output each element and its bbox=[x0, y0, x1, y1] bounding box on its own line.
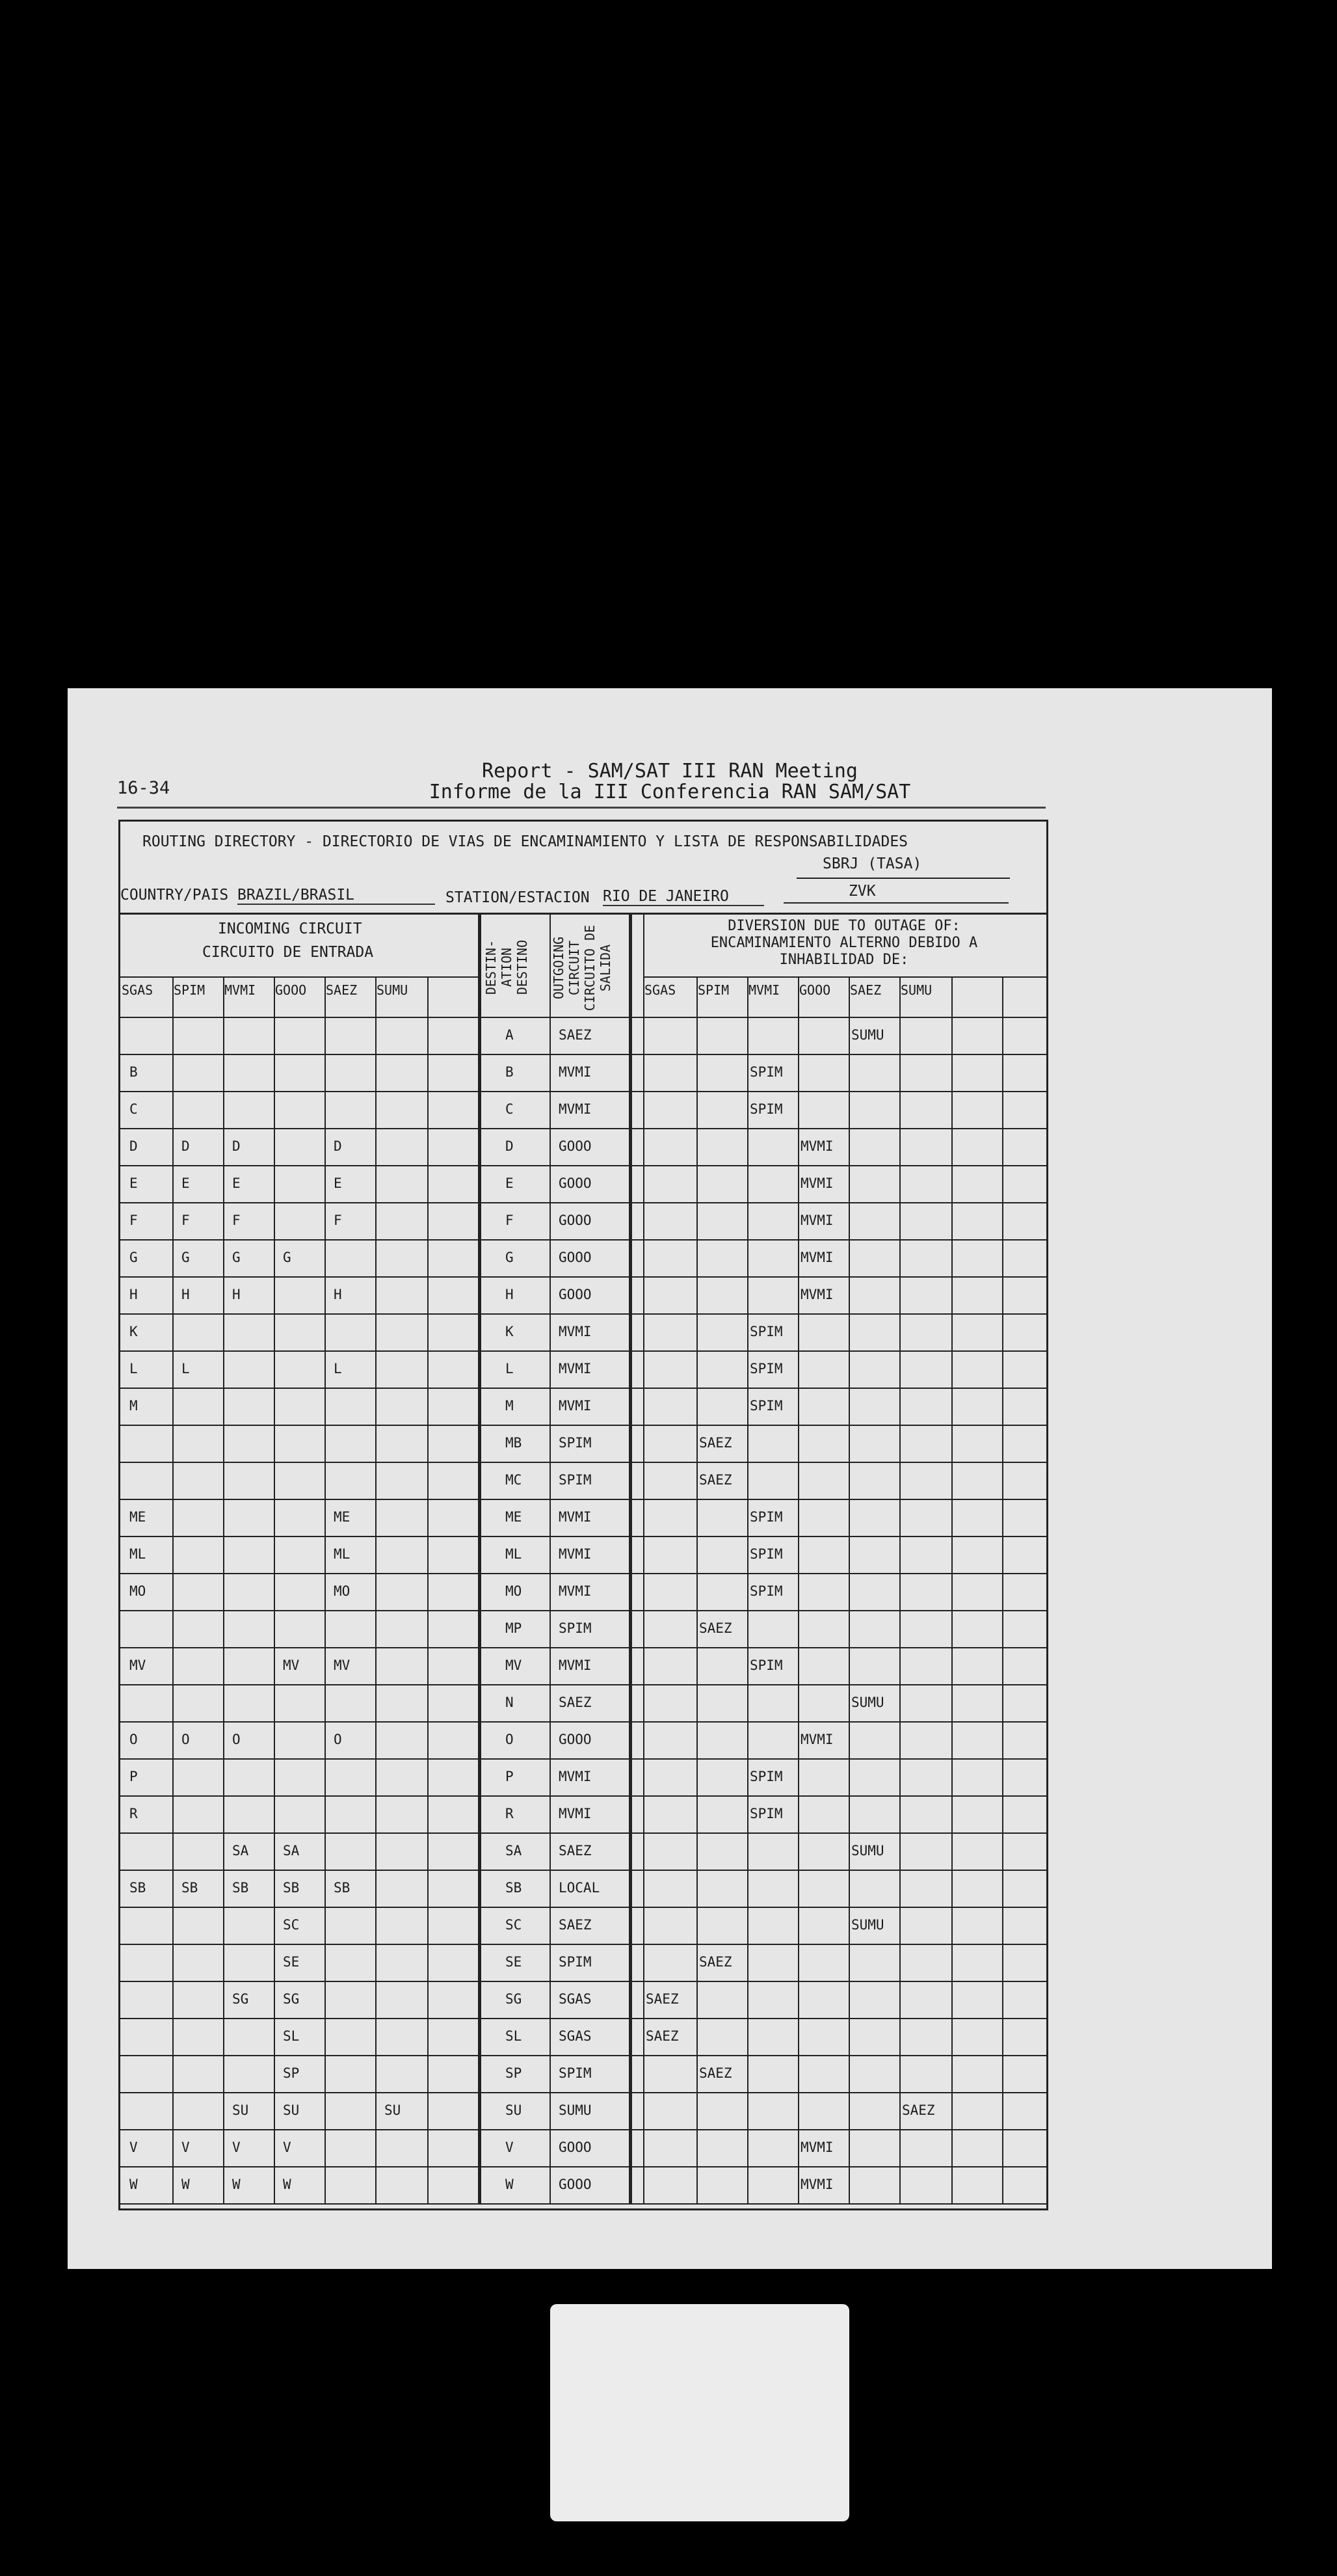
incoming-cell: E bbox=[181, 1175, 190, 1191]
table-row-rule bbox=[120, 1313, 1048, 1315]
destination-cell: ME bbox=[505, 1509, 522, 1525]
incoming-cell: R bbox=[129, 1806, 138, 1821]
incoming-cell: V bbox=[232, 2140, 241, 2155]
destination-cell: SG bbox=[505, 1991, 522, 2007]
incoming-cell: O bbox=[129, 1732, 138, 1747]
destination-cell: MP bbox=[505, 1620, 522, 1636]
table-row-rule bbox=[120, 2203, 1048, 2205]
outgoing-cell: GOOO bbox=[559, 1138, 592, 1154]
outgoing-cell: MVMI bbox=[559, 1398, 592, 1414]
diversion-cell: SUMU bbox=[851, 1843, 884, 1858]
table-row-rule bbox=[120, 1832, 1048, 1834]
incoming-cell: ME bbox=[129, 1509, 146, 1525]
table-row-rule bbox=[120, 1499, 1048, 1500]
incoming-cell: MV bbox=[129, 1657, 146, 1673]
routing-table bbox=[120, 913, 1048, 2210]
incoming-cell: H bbox=[232, 1287, 241, 1302]
diversion-header: DIVERSION DUE TO OUTAGE OF: bbox=[728, 918, 960, 934]
incoming-cell: SB bbox=[232, 1880, 249, 1896]
outgoing-cell: GOOO bbox=[559, 1175, 592, 1191]
incoming-cell: ME bbox=[334, 1509, 351, 1525]
table-row-rule bbox=[120, 1128, 1048, 1129]
incoming-cell: SG bbox=[283, 1991, 300, 2007]
table-row-rule bbox=[120, 1944, 1048, 1945]
table-row-rule bbox=[120, 2129, 1048, 2130]
report-title-spanish: Informe de la III Conferencia RAN SAM/SAT bbox=[429, 781, 911, 803]
diversion-cell: SPIM bbox=[750, 1509, 783, 1525]
table-row-rule bbox=[120, 1350, 1048, 1352]
table-row-rule bbox=[120, 1425, 1048, 1426]
destination-cell: SB bbox=[505, 1880, 522, 1896]
outgoing-cell: GOOO bbox=[559, 1732, 592, 1747]
diversion-subheader-rule bbox=[643, 976, 1048, 978]
diversion-cell: MVMI bbox=[801, 2140, 834, 2155]
diversion-header-spanish: ENCAMINAMIENTO ALTERNO DEBIDO A bbox=[710, 935, 978, 951]
header-rule bbox=[117, 807, 1046, 809]
diversion-cell: MVMI bbox=[801, 1250, 834, 1265]
table-row-rule bbox=[120, 1981, 1048, 1982]
incoming-cell: SB bbox=[129, 1880, 146, 1896]
diversion-column-sgas: SGAS bbox=[644, 982, 676, 998]
outgoing-cell: MVMI bbox=[559, 1546, 592, 1562]
incoming-cell: E bbox=[232, 1175, 241, 1191]
incoming-column-sumu: SUMU bbox=[377, 982, 408, 998]
diversion-column-spim: SPIM bbox=[698, 982, 730, 998]
destination-cell: W bbox=[505, 2177, 514, 2192]
destination-cell: SU bbox=[505, 2102, 522, 2118]
form-heading: ROUTING DIRECTORY - DIRECTORIO DE VIAS DE ENCAMINAMIENTO Y LISTA DE RESPONSABILIDADES bbox=[142, 833, 908, 850]
diversion-cell: SPIM bbox=[750, 1101, 783, 1117]
incoming-cell: MO bbox=[129, 1583, 146, 1599]
outgoing-circuit-header: OUTGOING CIRCUIT CIRCUITO DE SALIDA bbox=[551, 924, 613, 1012]
table-row-rule bbox=[120, 2055, 1048, 2056]
incoming-cell: SB bbox=[334, 1880, 351, 1896]
diversion-cell: SUMU bbox=[851, 1027, 884, 1043]
table-row-rule bbox=[120, 1573, 1048, 1574]
incoming-cell: SB bbox=[283, 1880, 300, 1896]
incoming-column-spim: SPIM bbox=[174, 982, 205, 998]
incoming-cell: W bbox=[129, 2177, 138, 2192]
outgoing-cell: MVMI bbox=[559, 1324, 592, 1339]
outgoing-cell: SPIM bbox=[559, 2065, 592, 2081]
incoming-cell: M bbox=[129, 1398, 138, 1414]
incoming-cell: B bbox=[129, 1064, 138, 1080]
country-value: BRAZIL/BRASIL bbox=[237, 887, 435, 905]
diversion-cell: SAEZ bbox=[699, 1954, 732, 1970]
incoming-cell: O bbox=[334, 1732, 342, 1747]
outgoing-cell: MVMI bbox=[559, 1064, 592, 1080]
destination-cell: L bbox=[505, 1361, 514, 1376]
outgoing-cell: GOOO bbox=[559, 2140, 592, 2155]
destination-cell: SC bbox=[505, 1917, 522, 1933]
incoming-cell: H bbox=[129, 1287, 138, 1302]
table-row-rule bbox=[120, 1684, 1048, 1685]
outgoing-cell: SPIM bbox=[559, 1435, 592, 1451]
incoming-cell: V bbox=[129, 2140, 138, 2155]
incoming-cell: SU bbox=[283, 2102, 300, 2118]
incoming-column-sgas: SGAS bbox=[122, 982, 153, 998]
incoming-cell: E bbox=[129, 1175, 138, 1191]
responsibility-value: SBRJ (TASA) bbox=[823, 855, 922, 872]
outgoing-cell: SGAS bbox=[559, 2028, 592, 2044]
outgoing-cell: SAEZ bbox=[559, 1917, 592, 1933]
incoming-cell: V bbox=[181, 2140, 190, 2155]
outgoing-cell: SPIM bbox=[559, 1954, 592, 1970]
diversion-cell: SPIM bbox=[750, 1398, 783, 1414]
destination-cell: SA bbox=[505, 1843, 522, 1858]
outgoing-cell: GOOO bbox=[559, 1213, 592, 1228]
table-row-rule bbox=[120, 1907, 1048, 1908]
diversion-cell: SPIM bbox=[750, 1806, 783, 1821]
incoming-cell: D bbox=[232, 1138, 241, 1154]
destination-cell: MO bbox=[505, 1583, 522, 1599]
header-bottom-rule bbox=[120, 1017, 1048, 1018]
incoming-cell: SU bbox=[232, 2102, 249, 2118]
incoming-cell: V bbox=[283, 2140, 291, 2155]
outgoing-cell: MVMI bbox=[559, 1361, 592, 1376]
diversion-cell: SAEZ bbox=[699, 1472, 732, 1488]
incoming-cell: W bbox=[181, 2177, 190, 2192]
destination-cell: V bbox=[505, 2140, 514, 2155]
outgoing-cell: GOOO bbox=[559, 1250, 592, 1265]
incoming-cell: L bbox=[129, 1361, 138, 1376]
table-row-rule bbox=[120, 1870, 1048, 1871]
table-row-rule bbox=[120, 1795, 1048, 1797]
incoming-cell: SU bbox=[384, 2102, 401, 2118]
diversion-cell: SPIM bbox=[750, 1064, 783, 1080]
diversion-header-inhabilidad: INHABILIDAD DE: bbox=[779, 952, 909, 968]
outgoing-cell: SGAS bbox=[559, 1991, 592, 2007]
table-row-rule bbox=[120, 1647, 1048, 1648]
diversion-cell: SAEZ bbox=[646, 1991, 679, 2007]
incoming-cell: MO bbox=[334, 1583, 351, 1599]
diversion-column-saez: SAEZ bbox=[850, 982, 882, 998]
outgoing-cell: MVMI bbox=[559, 1806, 592, 1821]
diversion-cell: MVMI bbox=[801, 1213, 834, 1228]
incoming-column-mvmi: MVMI bbox=[224, 982, 256, 998]
incoming-cell: MV bbox=[283, 1657, 300, 1673]
diversion-cell: SUMU bbox=[851, 1917, 884, 1933]
outgoing-cell: GOOO bbox=[559, 1287, 592, 1302]
page-number: 16-34 bbox=[117, 778, 170, 798]
incoming-cell: ML bbox=[334, 1546, 351, 1562]
destination-cell: D bbox=[505, 1138, 514, 1154]
incoming-cell: SB bbox=[181, 1880, 198, 1896]
diversion-cell: MVMI bbox=[801, 1175, 834, 1191]
destination-cell: A bbox=[505, 1027, 514, 1043]
table-row-rule bbox=[120, 1758, 1048, 1760]
station-label: STATION/ESTACION bbox=[445, 889, 590, 906]
incoming-cell: L bbox=[181, 1361, 190, 1376]
outgoing-cell: SAEZ bbox=[559, 1843, 592, 1858]
destination-cell: B bbox=[505, 1064, 514, 1080]
table-row-rule bbox=[120, 1276, 1048, 1278]
incoming-cell: SE bbox=[283, 1954, 300, 1970]
table-row-rule bbox=[120, 1462, 1048, 1463]
incoming-cell: SA bbox=[232, 1843, 249, 1858]
incoming-cell: F bbox=[181, 1213, 190, 1228]
table-row-rule bbox=[120, 2092, 1048, 2093]
incoming-cell: P bbox=[129, 1769, 138, 1784]
routing-directory-form bbox=[118, 820, 1048, 2210]
outgoing-cell: MVMI bbox=[559, 1769, 592, 1784]
diversion-cell: SPIM bbox=[750, 1324, 783, 1339]
incoming-cell: E bbox=[334, 1175, 342, 1191]
incoming-cell: G bbox=[129, 1250, 138, 1265]
table-row-rule bbox=[120, 1202, 1048, 1203]
incoming-cell: C bbox=[129, 1101, 138, 1117]
destination-cell: C bbox=[505, 1101, 514, 1117]
paper-slip bbox=[550, 2304, 849, 2521]
station-value: RIO DE JANEIRO bbox=[603, 888, 764, 906]
table-row-rule bbox=[120, 1091, 1048, 1092]
diversion-cell: SPIM bbox=[750, 1361, 783, 1376]
table-row-rule bbox=[120, 1054, 1048, 1055]
incoming-cell: F bbox=[129, 1213, 138, 1228]
outgoing-cell: MVMI bbox=[559, 1101, 592, 1117]
incoming-cell: G bbox=[232, 1250, 241, 1265]
outgoing-cell: LOCAL bbox=[559, 1880, 600, 1896]
destination-cell: MB bbox=[505, 1435, 522, 1451]
incoming-cell: SG bbox=[232, 1991, 249, 2007]
incoming-cell: G bbox=[283, 1250, 291, 1265]
outgoing-cell: SPIM bbox=[559, 1472, 592, 1488]
destination-cell: G bbox=[505, 1250, 514, 1265]
table-row-rule bbox=[120, 1536, 1048, 1537]
table-row-rule bbox=[120, 1610, 1048, 1611]
incoming-cell: O bbox=[232, 1732, 241, 1747]
diversion-column-gooo: GOOO bbox=[799, 982, 831, 998]
diversion-cell: SAEZ bbox=[699, 1620, 732, 1636]
destination-cell: O bbox=[505, 1732, 514, 1747]
destination-cell: E bbox=[505, 1175, 514, 1191]
diversion-cell: MVMI bbox=[801, 1138, 834, 1154]
destination-cell: M bbox=[505, 1398, 514, 1414]
incoming-cell: SC bbox=[283, 1917, 300, 1933]
destination-cell: F bbox=[505, 1213, 514, 1228]
diversion-cell: SPIM bbox=[750, 1657, 783, 1673]
incoming-cell: D bbox=[129, 1138, 138, 1154]
diversion-cell: SPIM bbox=[750, 1546, 783, 1562]
incoming-destination-divider bbox=[478, 913, 481, 2203]
incoming-column-saez: SAEZ bbox=[326, 982, 358, 998]
diversion-column-mvmi: MVMI bbox=[748, 982, 780, 998]
destination-cell: K bbox=[505, 1324, 514, 1339]
diversion-cell: SUMU bbox=[851, 1695, 884, 1710]
diversion-cell: MVMI bbox=[801, 1287, 834, 1302]
incoming-column-gooo: GOOO bbox=[275, 982, 307, 998]
incoming-cell: D bbox=[334, 1138, 342, 1154]
incoming-cell: F bbox=[232, 1213, 241, 1228]
outgoing-cell: SAEZ bbox=[559, 1695, 592, 1710]
diversion-cell: SAEZ bbox=[646, 2028, 679, 2044]
table-row-rule bbox=[120, 2018, 1048, 2019]
incoming-cell: K bbox=[129, 1324, 138, 1339]
destination-cell: MC bbox=[505, 1472, 522, 1488]
diversion-cell: SPIM bbox=[750, 1583, 783, 1599]
outgoing-diversion-divider bbox=[629, 913, 632, 2203]
incoming-cell: H bbox=[334, 1287, 342, 1302]
incoming-cell: G bbox=[181, 1250, 190, 1265]
outgoing-cell: MVMI bbox=[559, 1509, 592, 1525]
destination-cell: H bbox=[505, 1287, 514, 1302]
incoming-cell: ML bbox=[129, 1546, 146, 1562]
destination-cell: P bbox=[505, 1769, 514, 1784]
destination-cell: MV bbox=[505, 1657, 522, 1673]
incoming-cell: SA bbox=[283, 1843, 300, 1858]
outgoing-cell: GOOO bbox=[559, 2177, 592, 2192]
station-code: ZVK bbox=[849, 883, 876, 900]
diversion-cell: SPIM bbox=[750, 1769, 783, 1784]
destination-cell: ML bbox=[505, 1546, 522, 1562]
incoming-cell: MV bbox=[334, 1657, 351, 1673]
incoming-cell: O bbox=[181, 1732, 190, 1747]
outgoing-cell: MVMI bbox=[559, 1657, 592, 1673]
incoming-cell: D bbox=[181, 1138, 190, 1154]
diversion-cell: SAEZ bbox=[699, 1435, 732, 1451]
report-title: Report - SAM/SAT III RAN Meeting bbox=[482, 760, 858, 783]
destination-cell: N bbox=[505, 1695, 514, 1710]
incoming-cell: W bbox=[283, 2177, 291, 2192]
incoming-cell: H bbox=[181, 1287, 190, 1302]
incoming-cell: SP bbox=[283, 2065, 300, 2081]
outgoing-cell: SPIM bbox=[559, 1620, 592, 1636]
diversion-cell: MVMI bbox=[801, 1732, 834, 1747]
table-row-rule bbox=[120, 1165, 1048, 1166]
outgoing-cell: MVMI bbox=[559, 1583, 592, 1599]
destination-cell: SL bbox=[505, 2028, 522, 2044]
diversion-cell: SAEZ bbox=[902, 2102, 935, 2118]
incoming-header: INCOMING CIRCUIT bbox=[218, 920, 362, 937]
destination-cell: SE bbox=[505, 1954, 522, 1970]
table-row-rule bbox=[120, 1721, 1048, 1723]
destination-header: DESTIN- ATION DESTINO bbox=[483, 939, 530, 995]
destination-cell: R bbox=[505, 1806, 514, 1821]
incoming-header-spanish: CIRCUITO DE ENTRADA bbox=[202, 944, 374, 961]
destination-cell: SP bbox=[505, 2065, 522, 2081]
diversion-cell: MVMI bbox=[801, 2177, 834, 2192]
outgoing-cell: SUMU bbox=[559, 2102, 592, 2118]
diversion-cell: SAEZ bbox=[699, 2065, 732, 2081]
table-row-rule bbox=[120, 1388, 1048, 1389]
country-label: COUNTRY/PAIS bbox=[120, 887, 229, 904]
incoming-cell: SL bbox=[283, 2028, 300, 2044]
document-page bbox=[68, 688, 1272, 2269]
incoming-cell: F bbox=[334, 1213, 342, 1228]
table-row-rule bbox=[120, 2166, 1048, 2167]
incoming-cell: W bbox=[232, 2177, 241, 2192]
diversion-column-sumu: SUMU bbox=[901, 982, 933, 998]
outgoing-cell: SAEZ bbox=[559, 1027, 592, 1043]
incoming-cell: L bbox=[334, 1361, 342, 1376]
table-row-rule bbox=[120, 1239, 1048, 1241]
incoming-subheader-rule bbox=[120, 976, 478, 978]
